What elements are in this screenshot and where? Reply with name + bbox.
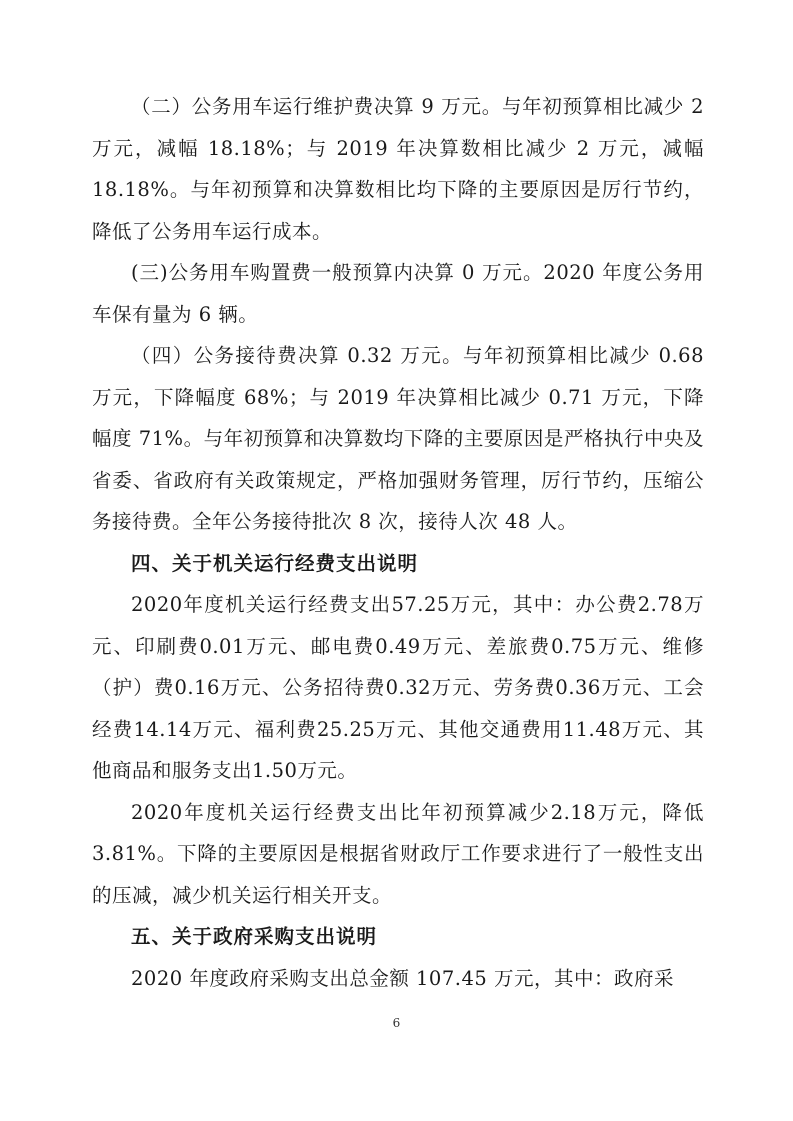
paragraph-operating-expense-change: 2020年度机关运行经费支出比年初预算减少2.18万元，降低3.81%。下降的主要原因是根据省财政厅工作要求进行了一般性支出的压减，减少机关运行相关开支。 — [92, 800, 704, 907]
section-heading-procurement: 五、关于政府采购支出说明 — [131, 925, 378, 948]
paragraph-reception-expense: （四）公务接待费决算 0.32 万元。与年初预算相比减少 0.68 万元，下降幅度 68%；与 2019 年决算相比减少 0.71 万元，下降幅度 71%。与年初预算和决算数均下降的主要原因是严格执行中央及省委、省政府有关政策规定，严格加强财务管理，厉行节约，压缩公务接待费。全年公务接待批次 8 次，接待人次 48 人。 — [92, 344, 704, 533]
paragraph-operating-expense-detail: 2020年度机关运行经费支出57.25万元，其中：办公费2.78万元、印刷费0.01万元、邮电费0.49万元、差旅费0.75万元、维修（护）费0.16万元、公务招待费0.32万元、劳务费0.36万元、工会经费14.14万元、福利费25.25万元、其他交通费用11.48万元、其他商品和服务支出1.50万元。 — [92, 593, 704, 782]
section-heading-operating-expense: 四、关于机关运行经费支出说明 — [131, 551, 419, 575]
document-page — [92, 86, 704, 999]
paragraph-vehicle-maintenance: （二）公务用车运行维护费决算 9 万元。与年初预算相比减少 2 万元，减幅 18.18%；与 2019 年决算数相比减少 2 万元，减幅 18.18%。与年初预算和决算数相比均下降的主要原因是厉行节约，降低了公务用车运行成本。 — [92, 95, 704, 243]
paragraph-vehicle-purchase: (三)公务用车购置费一般预算内决算 0 万元。2020 年度公务用车保有量为 6 辆。 — [92, 261, 704, 326]
page-number: 6 — [392, 1016, 401, 1030]
paragraph-procurement-total: 2020 年度政府采购支出总金额 107.45 万元，其中：政府采 — [131, 966, 674, 990]
